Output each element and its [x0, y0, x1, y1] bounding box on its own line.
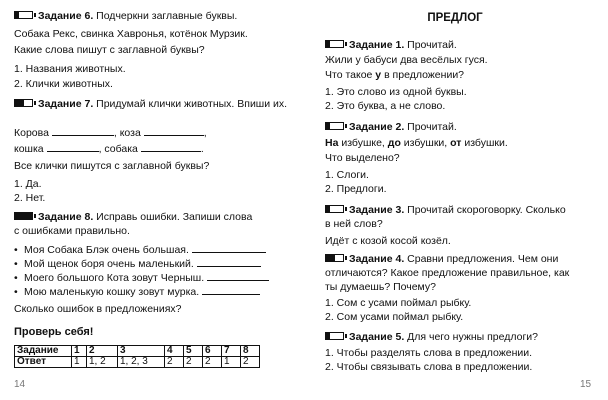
- task6-option: 2. Клички животных.: [14, 78, 113, 90]
- answer-table: [14, 345, 260, 368]
- task6-question: Какие слова пишут с заглавной буквы?: [14, 44, 205, 56]
- answer-blank[interactable]: [192, 243, 266, 253]
- task5-header: Задание 5. Для чего нужны предлоги?: [325, 331, 538, 343]
- task2-option: 2. Предлоги.: [325, 183, 387, 195]
- task8-item: • Мой щенок боря очень маленький.: [14, 257, 261, 270]
- task7-option: 2. Нет.: [14, 192, 46, 204]
- task7-row: кошка , собака .: [14, 143, 204, 155]
- task7-option: 1. Да.: [14, 178, 42, 190]
- task7-header: Задание 7. Придумай клички животных. Впиши их.: [14, 98, 287, 110]
- task1-option: 2. Это буква, а не слово.: [325, 100, 446, 112]
- task8-question: Сколько ошибок в предложениях?: [14, 303, 182, 315]
- task8-item: • Моего большого Кота зовут Черныш.: [14, 271, 269, 284]
- difficulty-battery-icon: [325, 332, 344, 340]
- answer-table-header-row: Задание 1 2 3 4 5 6 7 8: [15, 346, 260, 357]
- task2-question: Что выделено?: [325, 152, 400, 164]
- answer-blank[interactable]: [47, 142, 99, 152]
- difficulty-battery-icon: [14, 212, 33, 220]
- task4-line: ты думаешь? Почему?: [325, 281, 436, 293]
- task3-subtext: в ней слов?: [325, 218, 383, 230]
- difficulty-battery-icon: [325, 254, 344, 262]
- answer-blank[interactable]: [144, 126, 204, 136]
- task6-header: Задание 6. Подчеркни заглавные буквы.: [14, 10, 237, 22]
- difficulty-battery-icon: [325, 205, 344, 213]
- task8-item: • Моя Собака Блэк очень большая.: [14, 243, 266, 256]
- task3-header: Задание 3. Прочитай скороговорку. Сколько: [325, 204, 566, 216]
- task3-line: Идёт с козой косой козёл.: [325, 235, 451, 247]
- difficulty-battery-icon: [14, 11, 33, 19]
- task6-line: Собака Рекс, свинка Хавронья, котёнок Мурзик.: [14, 28, 248, 40]
- task5-option: 2. Чтобы связывать слова в предложении.: [325, 361, 533, 373]
- answer-blank[interactable]: [141, 142, 201, 152]
- task1-question: Что такое у в предложении?: [325, 69, 465, 81]
- task8-header: Задание 8. Исправь ошибки. Запиши слова: [14, 211, 252, 223]
- difficulty-battery-icon: [325, 40, 344, 48]
- page-number-right: 15: [580, 379, 592, 390]
- task4-line: отличаются? Какое предложение правильное, как: [325, 267, 570, 279]
- task5-option: 1. Чтобы разделять слова в предложении.: [325, 347, 533, 359]
- answer-blank[interactable]: [52, 126, 114, 136]
- difficulty-battery-icon: [325, 122, 344, 130]
- task1-line: Жили у бабуси два весёлых гуся.: [325, 54, 488, 66]
- task8-subtext: с ошибками правильно.: [14, 225, 130, 237]
- task4-header: Задание 4. Сравни предложения. Чем они: [325, 253, 558, 265]
- task6-option: 1. Названия животных.: [14, 63, 126, 75]
- page-title: ПРЕДЛОГ: [427, 12, 483, 24]
- difficulty-battery-icon: [14, 99, 33, 107]
- task1-option: 1. Это слово из одной буквы.: [325, 86, 467, 98]
- task7-question: Все клички пишутся с заглавной буквы?: [14, 160, 210, 172]
- task1-header: Задание 1. Прочитай.: [325, 39, 457, 51]
- task8-item: • Мою маленькую кошку зовут мурка.: [14, 285, 260, 298]
- task7-row: Корова , коза ,: [14, 127, 207, 139]
- task2-sentence: На избушке, до избушки, от избушки.: [325, 137, 508, 149]
- task4-option: 1. Сом с усами поймал рыбку.: [325, 297, 472, 309]
- task2-option: 1. Слоги.: [325, 169, 369, 181]
- answer-table-answer-row: Ответ 1 1, 2 1, 2, 3 2 2 2 1 2: [15, 357, 260, 368]
- answer-blank[interactable]: [202, 285, 260, 295]
- answer-blank[interactable]: [197, 257, 261, 267]
- page-number-left: 14: [14, 379, 26, 390]
- self-check-title: Проверь себя!: [14, 326, 94, 338]
- task2-header: Задание 2. Прочитай.: [325, 121, 457, 133]
- task4-option: 2. Сом усами поймал рыбку.: [325, 311, 464, 323]
- answer-blank[interactable]: [207, 271, 269, 281]
